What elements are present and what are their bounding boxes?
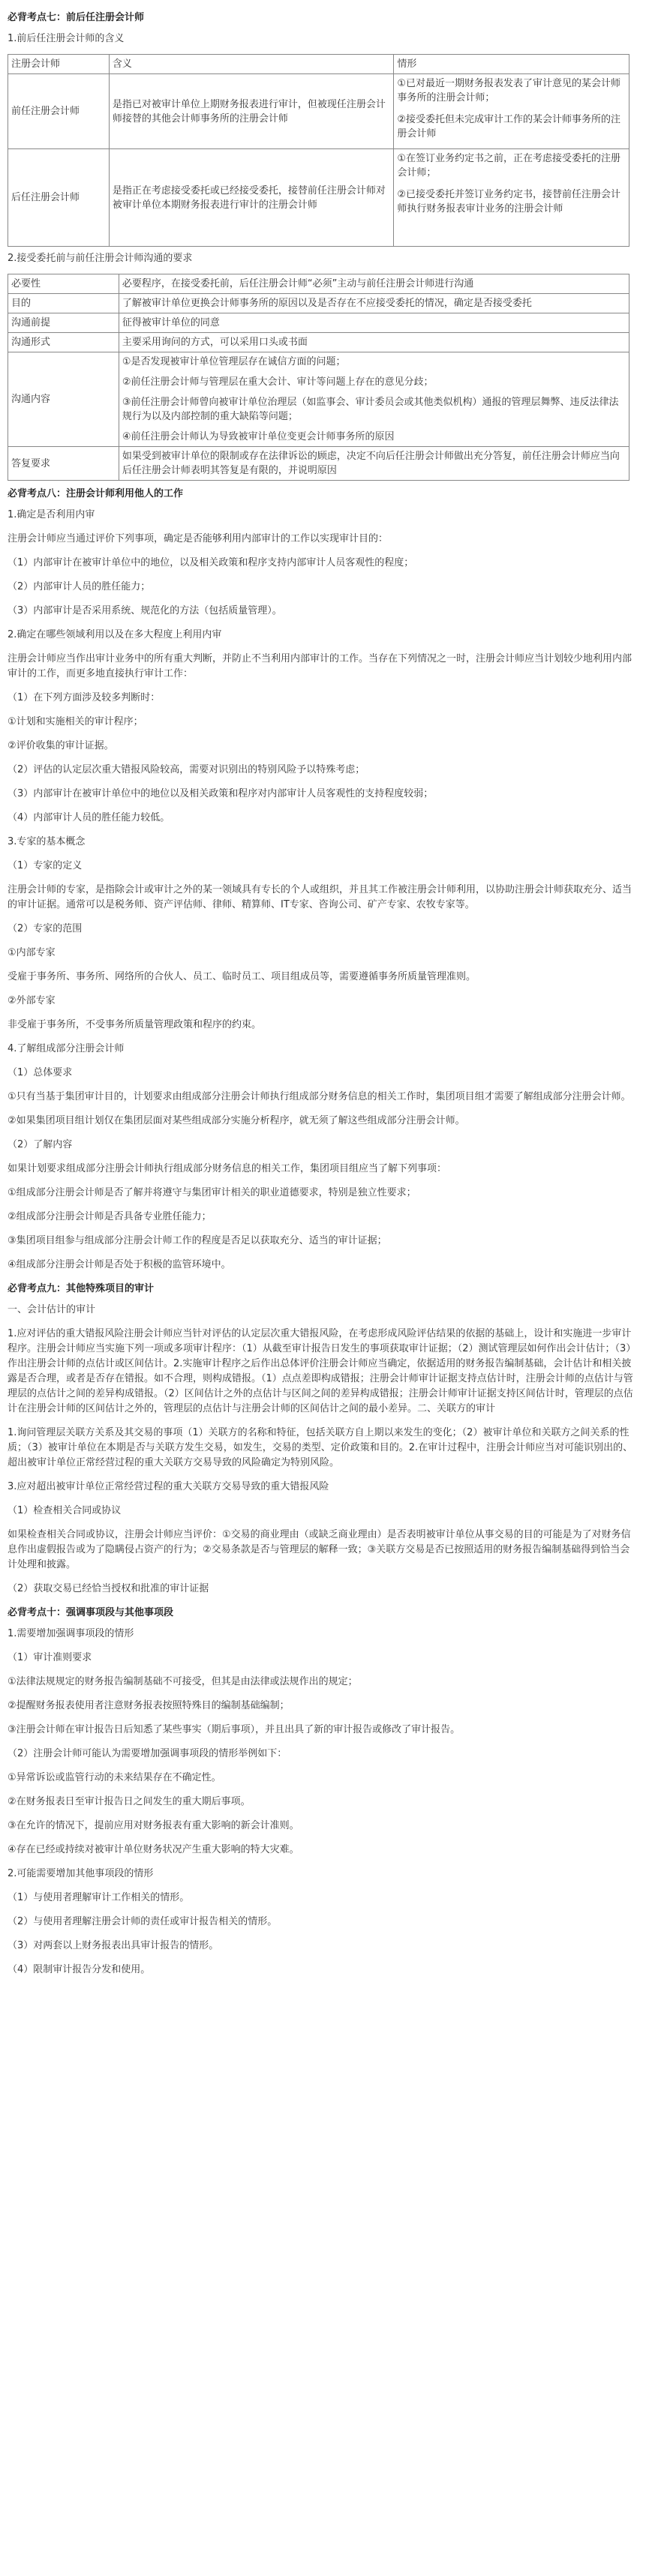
table-auditor-definitions — [8, 54, 629, 247]
cell-cases — [394, 74, 629, 149]
cell-auditor-name: 后任注册会计师 — [8, 149, 110, 247]
paragraph: （2）评估的认定层次重大错报风险较高，需要对识别出的特别风险予以特殊考虑； — [8, 764, 365, 775]
paragraph: 注册会计师的专家，是指除会计或审计之外的某一领域具有专长的个人或组织，并且其工作被注册会计师利用，以协助注册会计师获取充分、适当的审计证据。通常可以是税务师、资产评估师、律师、精算师、IT专家、咨询公司、矿产专家、农牧专家等。 — [8, 884, 632, 910]
paragraph: 受雇于事务所、事务所、网络所的合伙人、员工、临时员工、项目组成员等，需要遵循事务所质量管理准则。 — [8, 971, 476, 982]
section-heading-9: 必背考点九：其他特殊项目的审计 — [8, 1283, 155, 1294]
paragraph: ②评价收集的审计证据。 — [8, 740, 114, 751]
cell-key: 答复要求 — [8, 447, 119, 481]
paragraph: 一、会计估计的审计 — [8, 1304, 96, 1315]
cell-value — [119, 352, 629, 447]
content-item: ①是否发现被审计单位管理层存在诚信方面的问题； — [122, 356, 346, 367]
paragraph: ③在允许的情况下，提前应用对财务报表有重大影响的新会计准则。 — [8, 1820, 299, 1831]
paragraph: 如果计划要求组成部分注册会计师执行组成部分财务信息的相关工作，集团项目组应当了解下列事项： — [8, 1163, 447, 1174]
paragraph: （2）内部审计人员的胜任能力； — [8, 581, 151, 592]
subheading-7-1: 1.前后任注册会计师的含义 — [8, 33, 125, 44]
paragraph: ②组成部分注册会计师是否具备专业胜任能力； — [8, 1211, 212, 1222]
paragraph: ①法律法规规定的财务报告编制基础不可接受，但其是由法律或法规作出的规定； — [8, 1676, 358, 1687]
paragraph: ①计划和实施相关的审计程序； — [8, 716, 143, 727]
paragraph: 1.需要增加强调事项段的情形 — [8, 1628, 134, 1639]
cell-value: 如果受到被审计单位的限制或存在法律诉讼的顾虑，决定不向后任注册会计师做出充分答复，前任注册会计师应当向后任注册会计师表明其答复是有限的，并说明原因 — [119, 447, 629, 481]
paragraph: （1）检查相关合同或协议 — [8, 1505, 122, 1516]
table-header-row — [8, 55, 629, 74]
case-item: ②已接受委托并签订业务约定书，接替前任注册会计师执行财务报表审计业务的注册会计师 — [397, 189, 621, 214]
paragraph: 2.确定在哪些领域利用以及在多大程度上利用内审 — [8, 629, 222, 640]
paragraph: （3）内部审计是否采用系统、规范化的方法（包括质量管理）。 — [8, 605, 282, 616]
table-row — [8, 274, 629, 294]
paragraph: 3.专家的基本概念 — [8, 836, 86, 847]
paragraph: 4.了解组成部分注册会计师 — [8, 1043, 125, 1054]
paragraph: ②外部专家 — [8, 995, 56, 1006]
paragraph: 1.确定是否利用内审 — [8, 509, 95, 520]
paragraph: ②如果集团项目组计划仅在集团层面对某些组成部分实施分析程序，就无须了解这些组成部分注册会计师。 — [8, 1115, 465, 1126]
header-cell-auditor: 注册会计师 — [8, 55, 110, 74]
paragraph: （1）在下列方面涉及较多判断时： — [8, 692, 161, 703]
paragraph: （3）内部审计在被审计单位中的地位以及相关政策和程序对内部审计人员客观性的支持程度较弱； — [8, 788, 434, 799]
case-item: ②接受委托但未完成审计工作的某会计师事务所的注册会计师 — [397, 114, 621, 139]
paragraph: （1）专家的定义 — [8, 860, 83, 871]
paragraph: （2）了解内容 — [8, 1139, 73, 1150]
section-heading-10: 必背考点十：强调事项段与其他事项段 — [8, 1607, 174, 1618]
paragraph: ①内部专家 — [8, 947, 56, 958]
table-row — [8, 313, 629, 333]
cell-cases — [394, 149, 629, 247]
paragraph: 注册会计师应当通过评价下列事项，确定是否能够利用内部审计的工作以实现审计目的： — [8, 533, 389, 544]
paragraph: （4）内部审计人员的胜任能力较低。 — [8, 812, 170, 823]
section-body-9 — [8, 1303, 638, 1597]
paragraph: 1.应对评估的重大错报风险注册会计师应当针对评估的认定层次重大错报风险，在考虑形成风险评估结果的依据的基础上，设计和实施进一步审计程序。注册会计师应当实施下列一项或多项审计程序：（1）从截至审计报告日发生的事项获取审计证据；（2）测试管理层如何作出会计估计；（3）作出注册会计师的点估计或区间估计。2.实施审计程序之后作出总体评价注册会计师应当确定，依据适用的财务报告编制基础，会计估计和相关披露是否合理，或者是否存在错报。如不合理，则构成错报。（1）点点差即构成错报；注册会计师审计证据支持点估计时，注册会计师的点估计与管理层的点估计之间的差异构成错报。（2）区间估计之外的点估计与区间之间的差异构成错报；注册会计师审计证据支持区间估计时，管理层的点估计在注册会计师的区间估计之外的，管理层的点估计与注册会计师的区间估计之间的最小差异。二、关联方的审计 — [8, 1328, 636, 1414]
paragraph: ①组成部分注册会计师是否了解并将遵守与集团审计相关的职业道德要求，特别是独立性要求； — [8, 1187, 416, 1198]
cell-key: 沟通前提 — [8, 313, 119, 333]
table-row — [8, 294, 629, 313]
paragraph: ②在财务报表日至审计报告日之间发生的重大期后事项。 — [8, 1796, 251, 1807]
paragraph: （1）审计准则要求 — [8, 1652, 92, 1663]
header-cell-meaning: 含义 — [109, 55, 394, 74]
paragraph: （2）注册会计师可能认为需要增加强调事项段的情形举例如下： — [8, 1748, 287, 1759]
table-row — [8, 74, 629, 149]
cell-value: 主要采用询问的方式，可以采用口头或书面 — [119, 333, 629, 352]
cell-key: 沟通内容 — [8, 352, 119, 447]
paragraph: （3）对两套以上财务报表出具审计报告的情形。 — [8, 1940, 219, 1951]
section-heading-8: 必背考点八：注册会计师利用他人的工作 — [8, 488, 184, 499]
content-item: ③前任注册会计师曾向被审计单位治理层（如监事会、审计委员会或其他类似机构）通报的管理层舞弊、违反法律法规行为以及内部控制的重大缺陷等问题； — [122, 397, 619, 422]
paragraph: 非受雇于事务所，不受事务所质量管理政策和程序的约束。 — [8, 1019, 262, 1030]
paragraph: 3.应对超出被审计单位正常经营过程的重大关联方交易导致的重大错报风险 — [8, 1481, 329, 1492]
paragraph: ②提醒财务报表使用者注意财务报表按照特殊目的编制基础编制； — [8, 1700, 290, 1711]
paragraph: （1）内部审计在被审计单位中的地位，以及相关政策和程序支持内部审计人员客观性的程度； — [8, 557, 414, 568]
paragraph: 2.可能需要增加其他事项段的情形 — [8, 1868, 154, 1879]
case-item: ①在签订业务约定书之前，正在考虑接受委托的注册会计师； — [397, 153, 621, 178]
section-body-8 — [8, 508, 638, 1273]
cell-key: 必要性 — [8, 274, 119, 294]
paragraph: ④组成部分注册会计师是否处于积极的监管环境中。 — [8, 1259, 231, 1270]
section-heading-7: 必背考点七：前后任注册会计师 — [8, 12, 145, 23]
cell-value: 征得被审计单位的同意 — [119, 313, 629, 333]
header-cell-cases: 情形 — [394, 55, 629, 74]
table-row — [8, 333, 629, 352]
cell-key: 目的 — [8, 294, 119, 313]
paragraph: 注册会计师应当作出审计业务中的所有重大判断，并防止不当利用内部审计的工作。当存在下列情况之一时，注册会计师应当计划较少地利用内部审计的工作，而更多地直接执行审计工作： — [8, 653, 632, 679]
paragraph: （2）获取交易已经恰当授权和批准的审计证据 — [8, 1583, 209, 1594]
table-row — [8, 447, 629, 481]
case-item: ①已对最近一期财务报表发表了审计意见的某会计师事务所的注册会计师； — [397, 78, 621, 103]
paragraph: ①异常诉讼或监管行动的未来结果存在不确定性。 — [8, 1772, 221, 1783]
table-communication-requirements — [8, 274, 629, 481]
cell-key: 沟通形式 — [8, 333, 119, 352]
paragraph: ①只有当基于集团审计目的，计划要求由组成部分注册会计师执行组成部分财务信息的相关工作时，集团项目组才需要了解组成部分注册会计师。 — [8, 1091, 631, 1102]
content-item: ④前任注册会计师认为导致被审计单位变更会计师事务所的原因 — [122, 431, 395, 442]
section-body-10 — [8, 1627, 638, 1978]
cell-value: 了解被审计单位更换会计师事务所的原因以及是否存在不应接受委托的情况，确定是否接受委托 — [119, 294, 629, 313]
paragraph: ③集团项目组参与组成部分注册会计师工作的程度是否足以获取充分、适当的审计证据； — [8, 1235, 387, 1246]
cell-meaning: 是指正在考虑接受委托或已经接受委托，接替前任注册会计师对被审计单位本期财务报表进行审计的注册会计师 — [109, 149, 394, 247]
content-item: ②前任注册会计师与管理层在重大会计、审计等问题上存在的意见分歧； — [122, 376, 434, 388]
paragraph: ③注册会计师在审计报告日后知悉了某些事实（期后事项），并且出具了新的审计报告或修改了审计报告。 — [8, 1724, 461, 1735]
paragraph: （1）总体要求 — [8, 1067, 73, 1078]
paragraph: （1）与使用者理解审计工作相关的情形。 — [8, 1892, 190, 1903]
paragraph: （2）专家的范围 — [8, 923, 83, 934]
subheading-7-2: 2.接受委托前与前任注册会计师沟通的要求 — [8, 253, 193, 264]
cell-meaning: 是指已对被审计单位上期财务报表进行审计，但被现任注册会计师接替的其他会计师事务所的注册会计师 — [109, 74, 394, 149]
table-row — [8, 352, 629, 447]
paragraph: （2）与使用者理解注册会计师的责任或审计报告相关的情形。 — [8, 1916, 278, 1927]
cell-auditor-name: 前任注册会计师 — [8, 74, 110, 149]
cell-value: 必要程序，在接受委托前，后任注册会计师“必须”主动与前任注册会计师进行沟通 — [119, 274, 629, 294]
paragraph: 如果检查相关合同或协议，注册会计师应当评价：①交易的商业理由（或缺乏商业理由）是否表明被审计单位从事交易的目的可能是为了对财务信息作出虚假报告或为了隐瞒侵占资产的行为；②交易条款是否与管理层的解释一致；③关联方交易是否已按照适用的财务报告编制基础得到恰当会计处理和披露。 — [8, 1529, 631, 1570]
paragraph: ④存在已经或持续对被审计单位财务状况产生重大影响的特大灾难。 — [8, 1844, 299, 1855]
paragraph: （4）限制审计报告分发和使用。 — [8, 1964, 151, 1975]
table-row — [8, 149, 629, 247]
paragraph: 1.询问管理层关联方关系及其交易的事项（1）关联方的名称和特征，包括关联方自上期以来发生的变化；（2）被审计单位和关联方之间关系的性质；（3）被审计单位在本期是否与关联方发生交易，如发生，交易的类型、定价政策和目的。2.在审计过程中，注册会计师应当对可能识别出的、超出被审计单位正常经营过程的重大关联方交易导致的风险确定为特别风险。 — [8, 1427, 633, 1468]
